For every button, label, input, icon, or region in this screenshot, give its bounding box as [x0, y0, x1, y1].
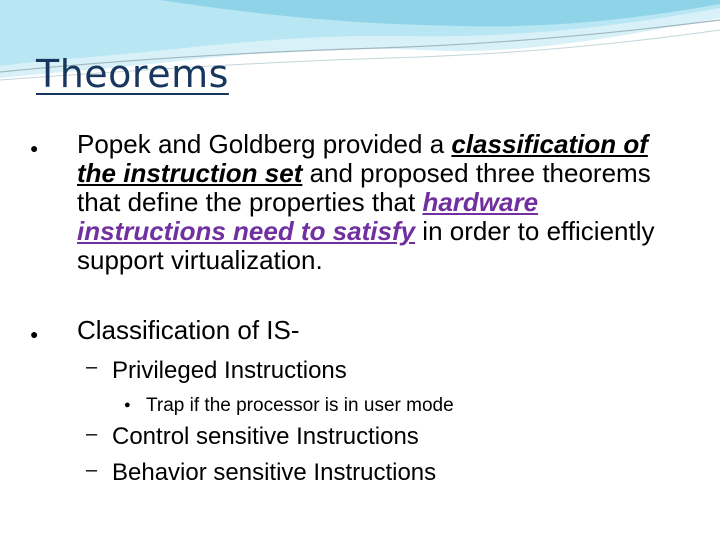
bullet-dot-icon: ● — [124, 399, 131, 411]
bullet-item-2: Classification of IS- — [77, 315, 300, 345]
bullet-1-emphasis-classification: classification of the instruction set — [77, 129, 648, 188]
bullet-dot-icon: ● — [30, 326, 39, 342]
dash-icon: – — [86, 459, 98, 481]
bullet-item-1 — [77, 130, 677, 275]
sub-sub-item-trap: Trap if the processor is in user mode — [146, 395, 454, 416]
dash-icon: – — [86, 356, 98, 378]
dash-icon: – — [86, 423, 98, 445]
bullet-1-text-a: Popek and Goldberg provided a — [77, 129, 452, 159]
sub-item-privileged: Privileged Instructions — [112, 357, 347, 384]
sub-item-control-sensitive: Control sensitive Instructions — [112, 423, 419, 450]
slide-title: Theorems — [36, 52, 229, 96]
bullet-1-text-c: in order to efficiently support virtualization. — [77, 216, 655, 275]
sub-item-behavior-sensitive: Behavior sensitive Instructions — [112, 459, 437, 486]
bullet-1-text-b: and proposed three theorems that define the properties that — [77, 158, 651, 217]
bullet-1-emphasis-hardware: hardware instructions need to satisfy — [77, 187, 539, 246]
bullet-dot-icon: ● — [30, 140, 39, 156]
